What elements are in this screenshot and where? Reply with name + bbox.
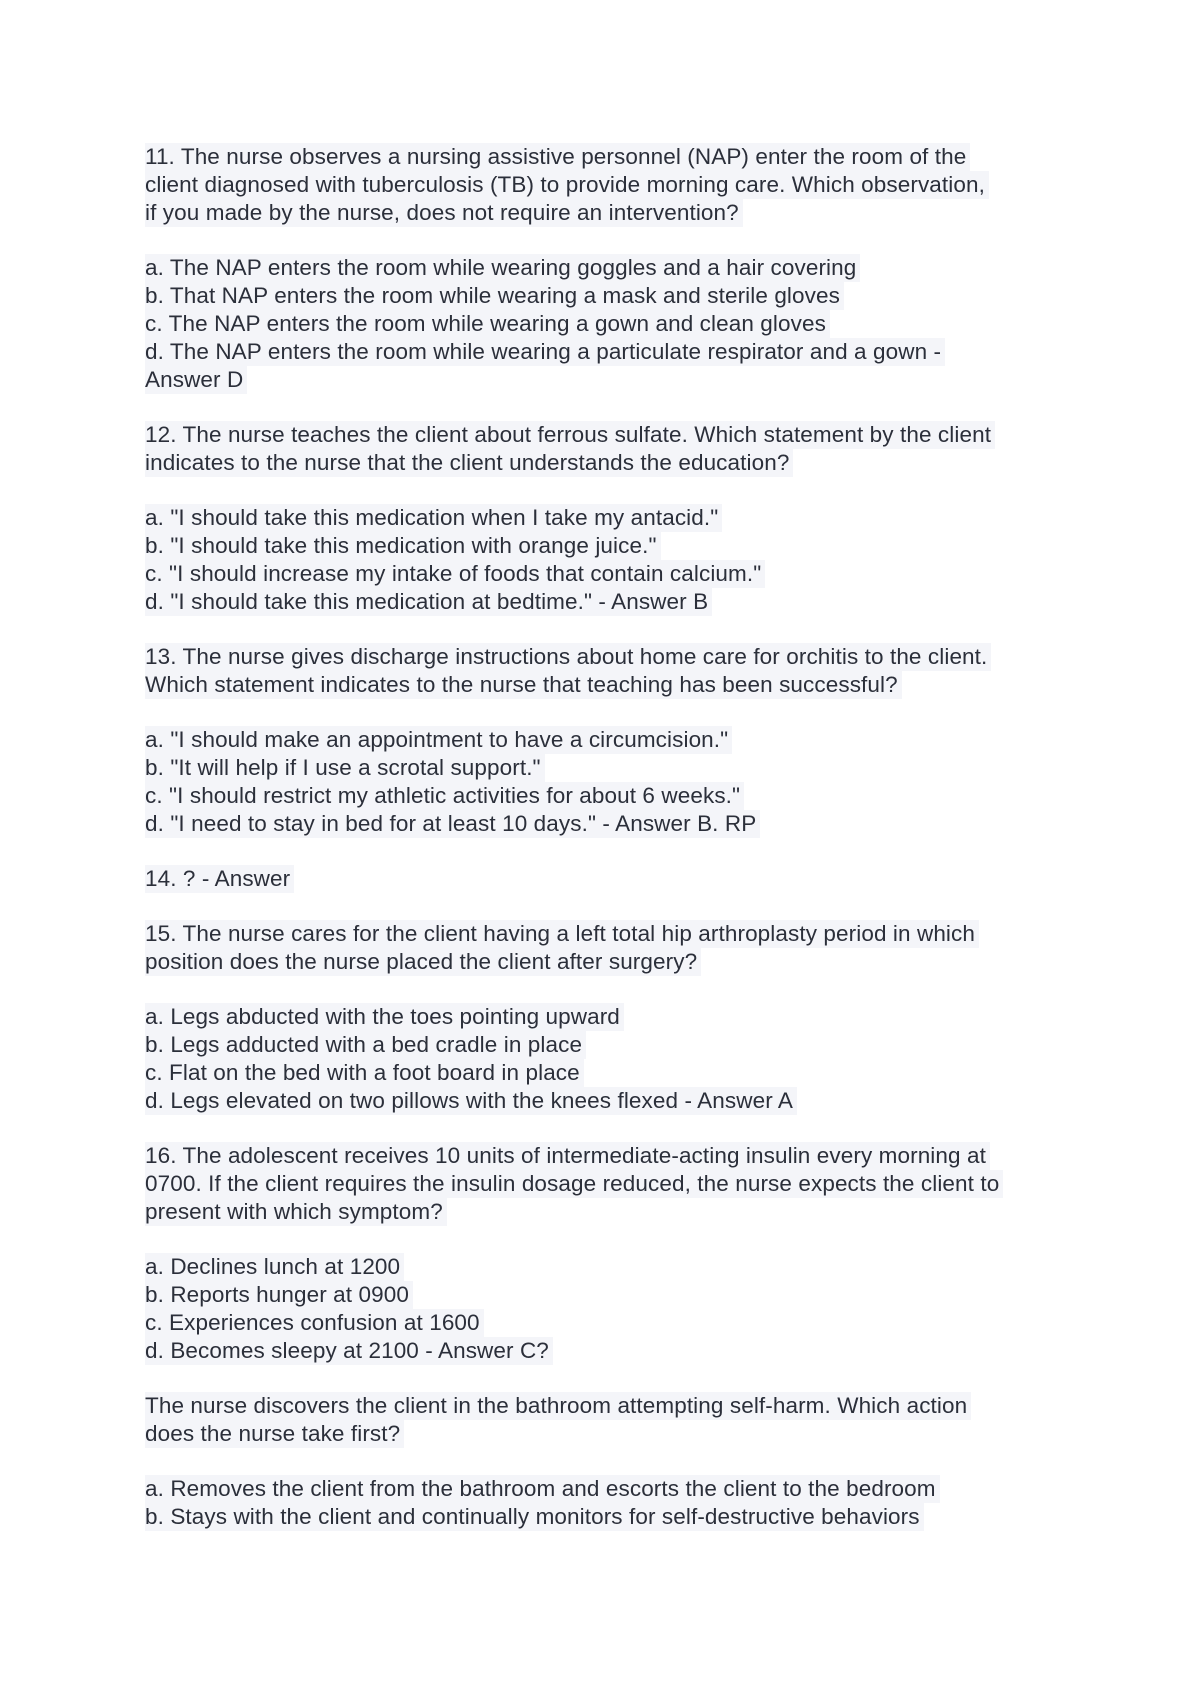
- question-13: [145, 643, 1065, 838]
- question-stem-line: indicates to the nurse that the client understands the education?: [145, 449, 793, 477]
- answer-option: c. Flat on the bed with a foot board in place: [145, 1059, 584, 1087]
- question-stem-line: The nurse discovers the client in the bathroom attempting self-harm. Which action: [145, 1392, 971, 1420]
- question-15: [145, 920, 1065, 1115]
- answer-option: c. "I should increase my intake of foods that contain calcium.": [145, 560, 765, 588]
- question-stem-line: 16. The adolescent receives 10 units of intermediate-acting insulin every morning at: [145, 1142, 990, 1170]
- answer-option: c. The NAP enters the room while wearing a gown and clean gloves: [145, 310, 830, 338]
- answer-key: Answer D: [145, 366, 247, 394]
- question-stem-line: 15. The nurse cares for the client having a left total hip arthroplasty period in which: [145, 920, 979, 948]
- answer-option: c. "I should restrict my athletic activities for about 6 weeks.": [145, 782, 744, 810]
- question-stem-line: 11. The nurse observes a nursing assistive personnel (NAP) enter the room of the: [145, 143, 970, 171]
- question-16: [145, 1142, 1065, 1365]
- question-self-harm: [145, 1392, 1065, 1531]
- answer-option: b. Stays with the client and continually monitors for self-destructive behaviors: [145, 1503, 924, 1531]
- answer-option: d. "I should take this medication at bedtime." - Answer B: [145, 588, 712, 616]
- question-14: [145, 865, 1065, 893]
- answer-option: a. Legs abducted with the toes pointing upward: [145, 1003, 624, 1031]
- answer-option: d. The NAP enters the room while wearing a particulate respirator and a gown -: [145, 338, 945, 366]
- question-stem-line: 13. The nurse gives discharge instructions about home care for orchitis to the client.: [145, 643, 991, 671]
- answer-option: d. "I need to stay in bed for at least 10 days." - Answer B. RP: [145, 810, 760, 838]
- question-stem-line: 0700. If the client requires the insulin dosage reduced, the nurse expects the client to: [145, 1170, 1003, 1198]
- question-stem-line: does the nurse take first?: [145, 1420, 404, 1448]
- question-stem-line: client diagnosed with tuberculosis (TB) to provide morning care. Which observation,: [145, 171, 989, 199]
- question-stem-line: present with which symptom?: [145, 1198, 447, 1226]
- question-stem-line: position does the nurse placed the client after surgery?: [145, 948, 701, 976]
- answer-option: a. The NAP enters the room while wearing goggles and a hair covering: [145, 254, 860, 282]
- question-stem-line: 14. ? - Answer: [145, 865, 294, 893]
- question-stem-line: Which statement indicates to the nurse that teaching has been successful?: [145, 671, 902, 699]
- answer-option: b. "I should take this medication with orange juice.": [145, 532, 661, 560]
- answer-option: c. Experiences confusion at 1600: [145, 1309, 484, 1337]
- answer-option: a. "I should take this medication when I take my antacid.": [145, 504, 722, 532]
- answer-option: b. That NAP enters the room while wearing a mask and sterile gloves: [145, 282, 844, 310]
- answer-option: a. "I should make an appointment to have a circumcision.": [145, 726, 732, 754]
- answer-option: a. Declines lunch at 1200: [145, 1253, 404, 1281]
- question-11: [145, 143, 1065, 394]
- answer-option: b. Legs adducted with a bed cradle in place: [145, 1031, 586, 1059]
- answer-option: b. Reports hunger at 0900: [145, 1281, 413, 1309]
- question-stem-line: 12. The nurse teaches the client about ferrous sulfate. Which statement by the client: [145, 421, 995, 449]
- question-12: [145, 421, 1065, 616]
- question-stem-line: if you made by the nurse, does not require an intervention?: [145, 199, 743, 227]
- answer-option: d. Becomes sleepy at 2100 - Answer C?: [145, 1337, 553, 1365]
- document-page: [145, 143, 1065, 1531]
- answer-option: d. Legs elevated on two pillows with the knees flexed - Answer A: [145, 1087, 797, 1115]
- answer-option: a. Removes the client from the bathroom and escorts the client to the bedroom: [145, 1475, 940, 1503]
- answer-option: b. "It will help if I use a scrotal support.": [145, 754, 545, 782]
